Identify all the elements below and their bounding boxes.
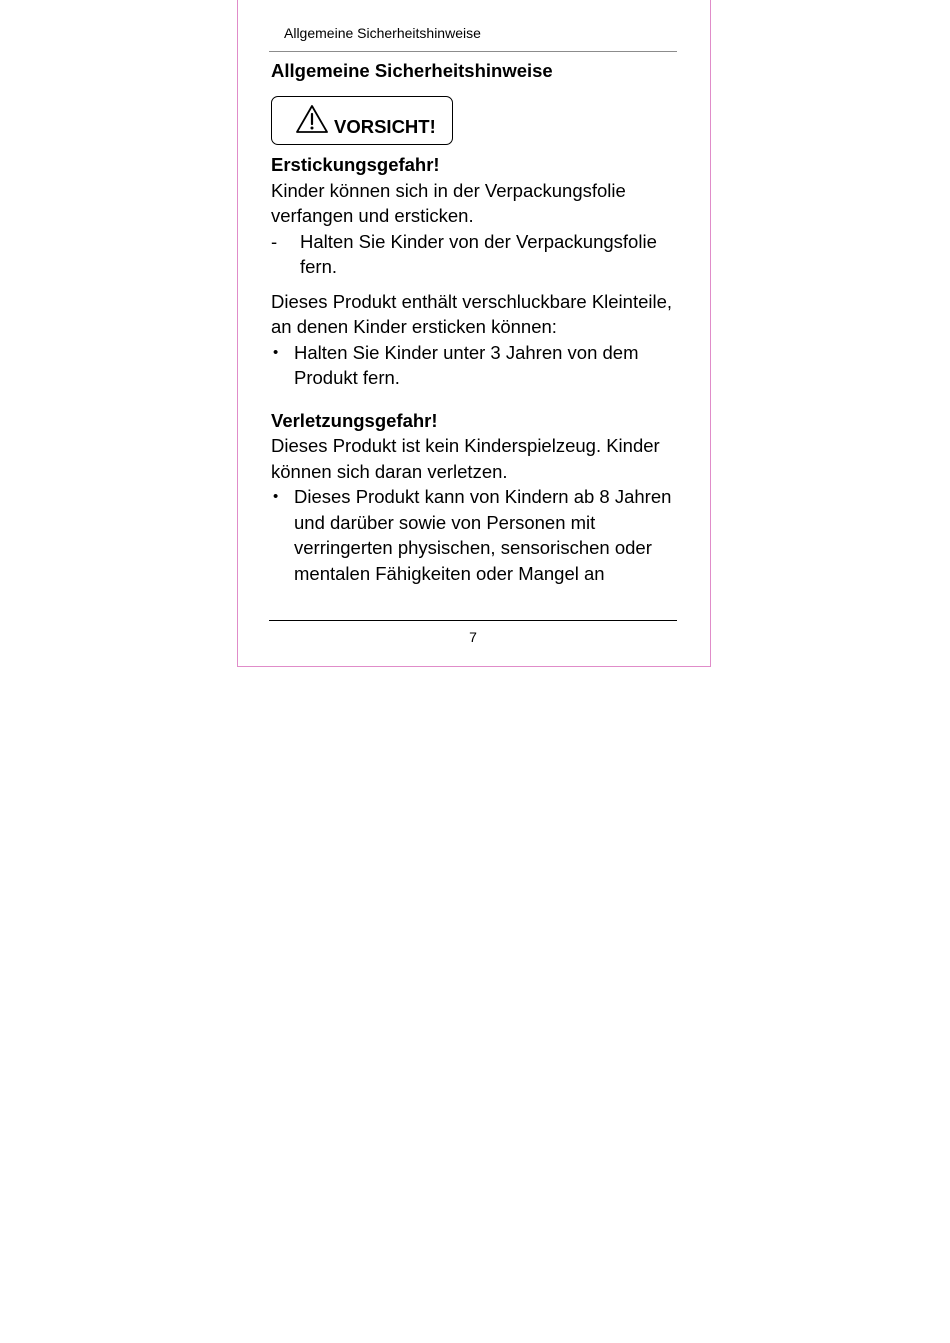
dash-marker: - <box>271 230 278 252</box>
running-header: Allgemeine Sicherheitshinweise <box>284 25 481 41</box>
section-title: Allgemeine Sicherheitshinweise <box>271 60 553 81</box>
suffocation-heading: Erstickungsgefahr! <box>271 154 440 175</box>
list-item <box>271 340 681 391</box>
small-parts-text: Dieses Produkt enthält verschluckbare Kleinteile, an denen Kinder ersticken können: <box>271 290 673 337</box>
safety-content <box>271 152 681 586</box>
header-divider <box>269 51 677 52</box>
page-number: 7 <box>469 629 477 645</box>
footer-divider <box>269 620 677 621</box>
warning-triangle-icon <box>295 104 329 134</box>
injury-intro: Dieses Produkt ist kein Kinderspielzeug. Kinder können sich daran verletzen. <box>271 435 660 482</box>
suffocation-intro: Kinder können sich in der Verpackungsfolie verfangen und ersticken. <box>271 179 626 226</box>
caution-label: VORSICHT! <box>334 116 436 137</box>
list-item <box>271 229 681 280</box>
suffocation-instruction: Halten Sie Kinder von der Verpackungsfolie fern. <box>300 230 657 277</box>
bullet-marker: • <box>273 343 279 361</box>
small-parts-instruction: Halten Sie Kinder unter 3 Jahren von dem Produkt fern. <box>294 341 639 388</box>
injury-heading: Verletzungsgefahr! <box>271 409 438 431</box>
list-item <box>271 484 681 586</box>
caution-box <box>271 96 453 145</box>
injury-instruction: Dieses Produkt kann von Kindern ab 8 Jahren und darüber sowie von Personen mit verringerten physischen, sensorischen oder mentalen Fähigkeiten oder Mangel an <box>294 486 672 584</box>
bullet-marker: • <box>273 488 279 505</box>
